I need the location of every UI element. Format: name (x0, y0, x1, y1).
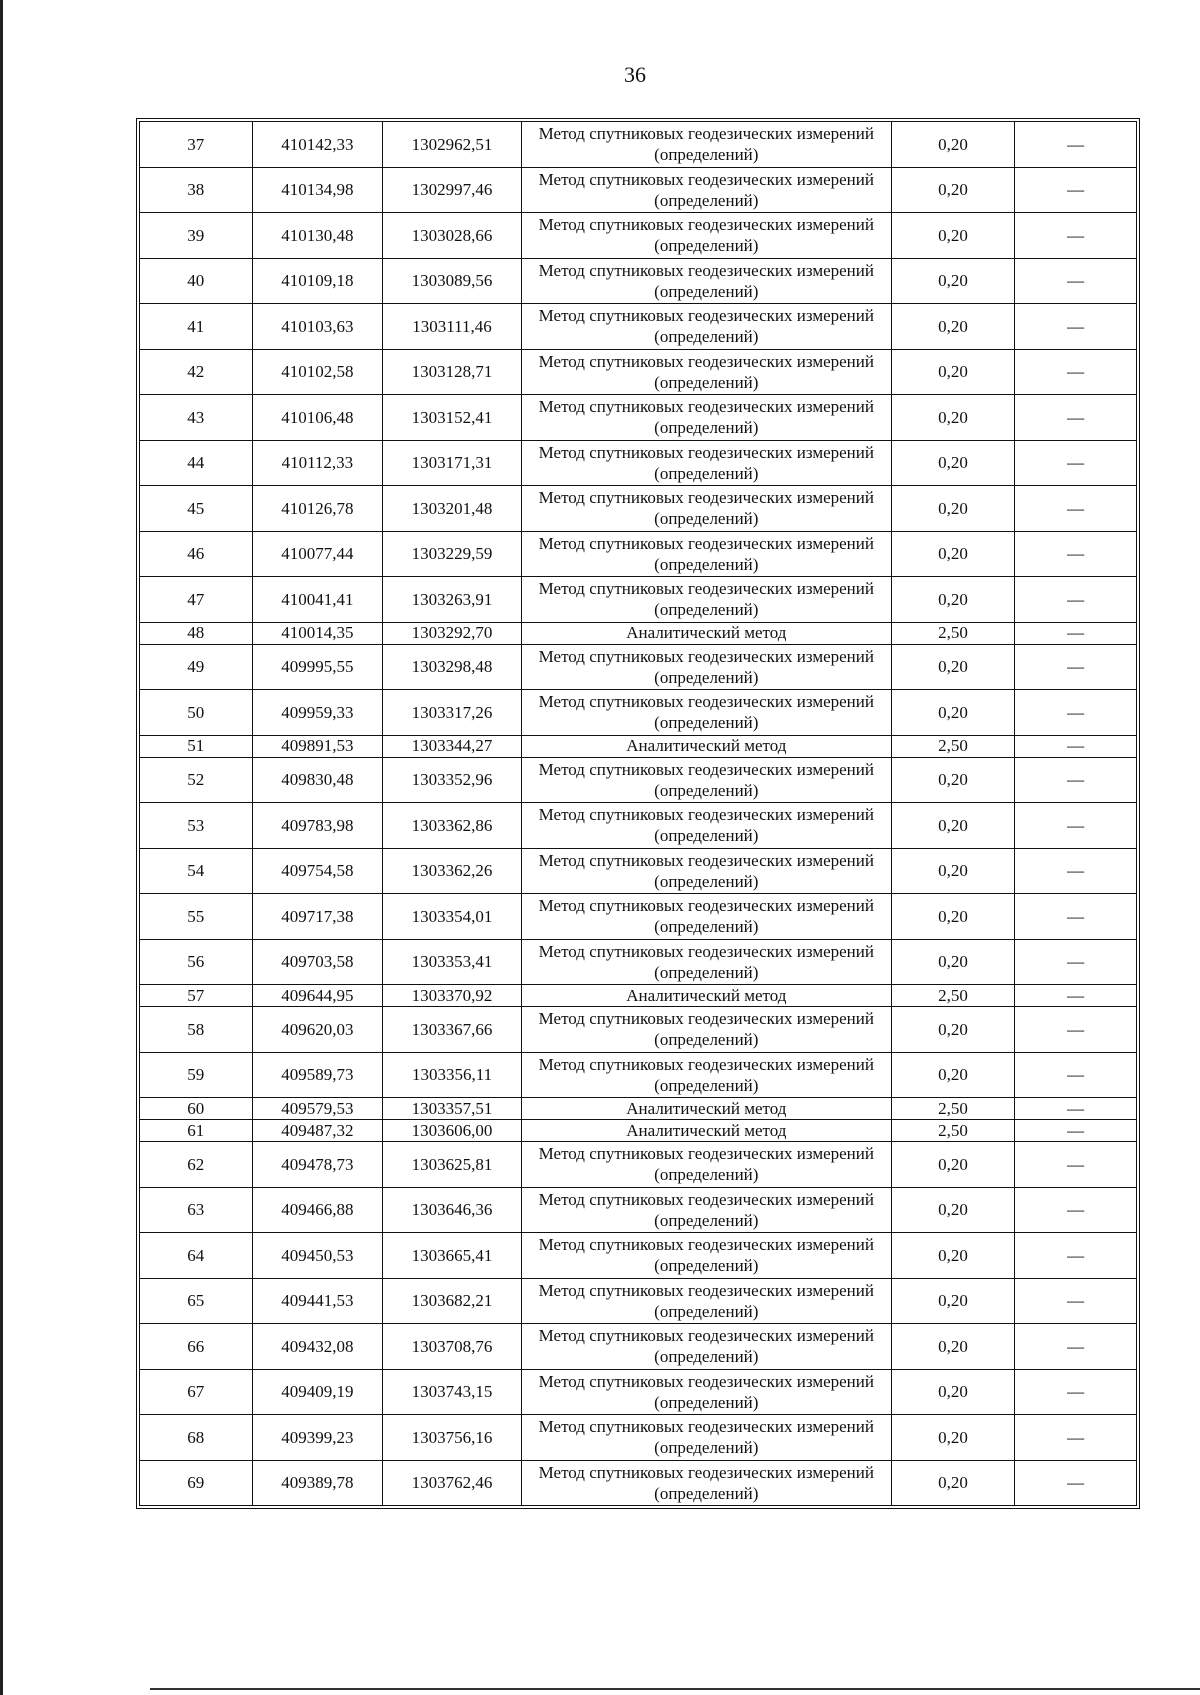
note-cell: — (1015, 486, 1137, 532)
y-coordinate-cell: 1303263,91 (383, 577, 522, 623)
table-row (140, 848, 1137, 894)
note-cell: — (1015, 735, 1137, 757)
x-coordinate-cell: 409620,03 (252, 1007, 383, 1053)
y-coordinate-cell: 1303357,51 (383, 1098, 522, 1120)
point-number-cell: 51 (140, 735, 253, 757)
accuracy-cell: 0,20 (891, 531, 1015, 577)
method-cell: Метод спутниковых геодезических измерений (определений) (521, 167, 891, 213)
note-cell: — (1015, 1278, 1137, 1324)
point-number-cell: 45 (140, 486, 253, 532)
y-coordinate-cell: 1303128,71 (383, 349, 522, 395)
point-number-cell: 55 (140, 894, 253, 940)
point-number-cell: 39 (140, 213, 253, 259)
accuracy-cell: 0,20 (891, 1415, 1015, 1461)
table-row (140, 304, 1137, 350)
accuracy-cell: 2,50 (891, 1120, 1015, 1142)
page-left-edge (0, 0, 3, 1695)
table-row (140, 440, 1137, 486)
accuracy-cell: 0,20 (891, 440, 1015, 486)
note-cell: — (1015, 122, 1137, 168)
note-cell: — (1015, 1460, 1137, 1506)
note-cell: — (1015, 577, 1137, 623)
table-row (140, 122, 1137, 168)
x-coordinate-cell: 409830,48 (252, 757, 383, 803)
x-coordinate-cell: 409409,19 (252, 1369, 383, 1415)
note-cell: — (1015, 304, 1137, 350)
point-number-cell: 50 (140, 690, 253, 736)
accuracy-cell: 2,50 (891, 735, 1015, 757)
point-number-cell: 64 (140, 1233, 253, 1279)
x-coordinate-cell: 409478,73 (252, 1142, 383, 1188)
note-cell: — (1015, 395, 1137, 441)
table-row (140, 1007, 1137, 1053)
y-coordinate-cell: 1303298,48 (383, 644, 522, 690)
x-coordinate-cell: 410126,78 (252, 486, 383, 532)
table-row (140, 735, 1137, 757)
method-cell: Метод спутниковых геодезических измерений (определений) (521, 531, 891, 577)
table-body (140, 122, 1137, 1506)
x-coordinate-cell: 409579,53 (252, 1098, 383, 1120)
method-cell: Метод спутниковых геодезических измерений (определений) (521, 395, 891, 441)
point-number-cell: 52 (140, 757, 253, 803)
y-coordinate-cell: 1303362,86 (383, 803, 522, 849)
method-cell: Метод спутниковых геодезических измерений (определений) (521, 1233, 891, 1279)
method-cell: Метод спутниковых геодезических измерений (определений) (521, 122, 891, 168)
note-cell: — (1015, 349, 1137, 395)
method-cell: Метод спутниковых геодезических измерений (определений) (521, 1324, 891, 1370)
point-number-cell: 40 (140, 258, 253, 304)
table-row (140, 644, 1137, 690)
note-cell: — (1015, 1098, 1137, 1120)
accuracy-cell: 0,20 (891, 349, 1015, 395)
y-coordinate-cell: 1303646,36 (383, 1187, 522, 1233)
table-row (140, 939, 1137, 985)
accuracy-cell: 0,20 (891, 167, 1015, 213)
table-row (140, 486, 1137, 532)
note-cell: — (1015, 1052, 1137, 1098)
table-row (140, 1324, 1137, 1370)
accuracy-cell: 0,20 (891, 395, 1015, 441)
accuracy-cell: 0,20 (891, 690, 1015, 736)
table-row (140, 1460, 1137, 1506)
table-row (140, 1369, 1137, 1415)
point-number-cell: 49 (140, 644, 253, 690)
x-coordinate-cell: 409891,53 (252, 735, 383, 757)
point-number-cell: 69 (140, 1460, 253, 1506)
note-cell: — (1015, 531, 1137, 577)
table-row (140, 1120, 1137, 1142)
y-coordinate-cell: 1303028,66 (383, 213, 522, 259)
method-cell: Метод спутниковых геодезических измерений (определений) (521, 644, 891, 690)
method-cell: Метод спутниковых геодезических измерений (определений) (521, 440, 891, 486)
note-cell: — (1015, 939, 1137, 985)
point-number-cell: 48 (140, 622, 253, 644)
accuracy-cell: 0,20 (891, 1460, 1015, 1506)
page-bottom-line (150, 1688, 1200, 1690)
note-cell: — (1015, 258, 1137, 304)
x-coordinate-cell: 410102,58 (252, 349, 383, 395)
table-row (140, 803, 1137, 849)
x-coordinate-cell: 409487,32 (252, 1120, 383, 1142)
x-coordinate-cell: 409441,53 (252, 1278, 383, 1324)
x-coordinate-cell: 410134,98 (252, 167, 383, 213)
method-cell: Метод спутниковых геодезических измерений (определений) (521, 690, 891, 736)
accuracy-cell: 2,50 (891, 622, 1015, 644)
method-cell: Метод спутниковых геодезических измерений (определений) (521, 1415, 891, 1461)
table-row (140, 213, 1137, 259)
y-coordinate-cell: 1303292,70 (383, 622, 522, 644)
method-cell: Метод спутниковых геодезических измерений (определений) (521, 848, 891, 894)
y-coordinate-cell: 1303171,31 (383, 440, 522, 486)
y-coordinate-cell: 1303762,46 (383, 1460, 522, 1506)
y-coordinate-cell: 1303625,81 (383, 1142, 522, 1188)
x-coordinate-cell: 410106,48 (252, 395, 383, 441)
note-cell: — (1015, 1007, 1137, 1053)
note-cell: — (1015, 167, 1137, 213)
y-coordinate-cell: 1303370,92 (383, 985, 522, 1007)
accuracy-cell: 2,50 (891, 985, 1015, 1007)
method-cell: Метод спутниковых геодезических измерений (определений) (521, 486, 891, 532)
table-row (140, 985, 1137, 1007)
x-coordinate-cell: 409995,55 (252, 644, 383, 690)
table-row (140, 349, 1137, 395)
note-cell: — (1015, 1187, 1137, 1233)
note-cell: — (1015, 1415, 1137, 1461)
point-number-cell: 44 (140, 440, 253, 486)
y-coordinate-cell: 1303756,16 (383, 1415, 522, 1461)
x-coordinate-cell: 410014,35 (252, 622, 383, 644)
method-cell: Метод спутниковых геодезических измерений (определений) (521, 213, 891, 259)
table-row (140, 1142, 1137, 1188)
point-number-cell: 56 (140, 939, 253, 985)
point-number-cell: 42 (140, 349, 253, 395)
point-number-cell: 41 (140, 304, 253, 350)
method-cell: Метод спутниковых геодезических измерений (определений) (521, 939, 891, 985)
y-coordinate-cell: 1303743,15 (383, 1369, 522, 1415)
point-number-cell: 68 (140, 1415, 253, 1461)
note-cell: — (1015, 440, 1137, 486)
y-coordinate-cell: 1303152,41 (383, 395, 522, 441)
accuracy-cell: 0,20 (891, 1007, 1015, 1053)
table-row (140, 1278, 1137, 1324)
y-coordinate-cell: 1303229,59 (383, 531, 522, 577)
y-coordinate-cell: 1302997,46 (383, 167, 522, 213)
method-cell: Аналитический метод (521, 1098, 891, 1120)
accuracy-cell: 2,50 (891, 1098, 1015, 1120)
method-cell: Метод спутниковых геодезических измерений (определений) (521, 1142, 891, 1188)
point-number-cell: 61 (140, 1120, 253, 1142)
y-coordinate-cell: 1303317,26 (383, 690, 522, 736)
coordinates-table (139, 121, 1137, 1506)
point-number-cell: 65 (140, 1278, 253, 1324)
accuracy-cell: 0,20 (891, 939, 1015, 985)
accuracy-cell: 0,20 (891, 122, 1015, 168)
table-row (140, 757, 1137, 803)
x-coordinate-cell: 410103,63 (252, 304, 383, 350)
y-coordinate-cell: 1303606,00 (383, 1120, 522, 1142)
note-cell: — (1015, 803, 1137, 849)
table-row (140, 1052, 1137, 1098)
x-coordinate-cell: 409450,53 (252, 1233, 383, 1279)
page-number: 36 (624, 62, 646, 87)
accuracy-cell: 0,20 (891, 848, 1015, 894)
y-coordinate-cell: 1303111,46 (383, 304, 522, 350)
table-row (140, 894, 1137, 940)
point-number-cell: 59 (140, 1052, 253, 1098)
y-coordinate-cell: 1303367,66 (383, 1007, 522, 1053)
accuracy-cell: 0,20 (891, 644, 1015, 690)
note-cell: — (1015, 1324, 1137, 1370)
point-number-cell: 54 (140, 848, 253, 894)
method-cell: Аналитический метод (521, 735, 891, 757)
point-number-cell: 58 (140, 1007, 253, 1053)
x-coordinate-cell: 409389,78 (252, 1460, 383, 1506)
note-cell: — (1015, 757, 1137, 803)
y-coordinate-cell: 1303356,11 (383, 1052, 522, 1098)
point-number-cell: 67 (140, 1369, 253, 1415)
note-cell: — (1015, 644, 1137, 690)
note-cell: — (1015, 213, 1137, 259)
table-row (140, 1415, 1137, 1461)
accuracy-cell: 0,20 (891, 1278, 1015, 1324)
accuracy-cell: 0,20 (891, 1369, 1015, 1415)
x-coordinate-cell: 410109,18 (252, 258, 383, 304)
accuracy-cell: 0,20 (891, 1187, 1015, 1233)
x-coordinate-cell: 410112,33 (252, 440, 383, 486)
y-coordinate-cell: 1303362,26 (383, 848, 522, 894)
table-row (140, 622, 1137, 644)
x-coordinate-cell: 409399,23 (252, 1415, 383, 1461)
x-coordinate-cell: 410130,48 (252, 213, 383, 259)
table-row (140, 395, 1137, 441)
accuracy-cell: 0,20 (891, 757, 1015, 803)
method-cell: Метод спутниковых геодезических измерений (определений) (521, 258, 891, 304)
x-coordinate-cell: 409783,98 (252, 803, 383, 849)
x-coordinate-cell: 410077,44 (252, 531, 383, 577)
y-coordinate-cell: 1303708,76 (383, 1324, 522, 1370)
method-cell: Метод спутниковых геодезических измерений (определений) (521, 1007, 891, 1053)
note-cell: — (1015, 1369, 1137, 1415)
point-number-cell: 63 (140, 1187, 253, 1233)
x-coordinate-cell: 409703,58 (252, 939, 383, 985)
note-cell: — (1015, 985, 1137, 1007)
method-cell: Метод спутниковых геодезических измерений (определений) (521, 1278, 891, 1324)
point-number-cell: 43 (140, 395, 253, 441)
point-number-cell: 60 (140, 1098, 253, 1120)
note-cell: — (1015, 1233, 1137, 1279)
y-coordinate-cell: 1303354,01 (383, 894, 522, 940)
point-number-cell: 46 (140, 531, 253, 577)
accuracy-cell: 0,20 (891, 1324, 1015, 1370)
method-cell: Аналитический метод (521, 622, 891, 644)
x-coordinate-cell: 410142,33 (252, 122, 383, 168)
y-coordinate-cell: 1303201,48 (383, 486, 522, 532)
x-coordinate-cell: 410041,41 (252, 577, 383, 623)
point-number-cell: 47 (140, 577, 253, 623)
x-coordinate-cell: 409589,73 (252, 1052, 383, 1098)
accuracy-cell: 0,20 (891, 803, 1015, 849)
accuracy-cell: 0,20 (891, 1052, 1015, 1098)
accuracy-cell: 0,20 (891, 304, 1015, 350)
table-row (140, 690, 1137, 736)
table-row (140, 167, 1137, 213)
x-coordinate-cell: 409644,95 (252, 985, 383, 1007)
table-row (140, 577, 1137, 623)
x-coordinate-cell: 409432,08 (252, 1324, 383, 1370)
table-row (140, 1187, 1137, 1233)
table-row (140, 1233, 1137, 1279)
note-cell: — (1015, 1142, 1137, 1188)
method-cell: Метод спутниковых геодезических измерений (определений) (521, 894, 891, 940)
note-cell: — (1015, 622, 1137, 644)
method-cell: Метод спутниковых геодезических измерений (определений) (521, 577, 891, 623)
y-coordinate-cell: 1303682,21 (383, 1278, 522, 1324)
y-coordinate-cell: 1302962,51 (383, 122, 522, 168)
accuracy-cell: 0,20 (891, 213, 1015, 259)
x-coordinate-cell: 409959,33 (252, 690, 383, 736)
y-coordinate-cell: 1303344,27 (383, 735, 522, 757)
method-cell: Метод спутниковых геодезических измерений (определений) (521, 1052, 891, 1098)
method-cell: Метод спутниковых геодезических измерений (определений) (521, 1187, 891, 1233)
point-number-cell: 62 (140, 1142, 253, 1188)
point-number-cell: 38 (140, 167, 253, 213)
y-coordinate-cell: 1303352,96 (383, 757, 522, 803)
method-cell: Метод спутниковых геодезических измерений (определений) (521, 349, 891, 395)
method-cell: Метод спутниковых геодезических измерений (определений) (521, 1369, 891, 1415)
y-coordinate-cell: 1303665,41 (383, 1233, 522, 1279)
y-coordinate-cell: 1303089,56 (383, 258, 522, 304)
method-cell: Метод спутниковых геодезических измерений (определений) (521, 304, 891, 350)
accuracy-cell: 0,20 (891, 894, 1015, 940)
x-coordinate-cell: 409717,38 (252, 894, 383, 940)
accuracy-cell: 0,20 (891, 1233, 1015, 1279)
note-cell: — (1015, 690, 1137, 736)
x-coordinate-cell: 409466,88 (252, 1187, 383, 1233)
note-cell: — (1015, 1120, 1137, 1142)
point-number-cell: 66 (140, 1324, 253, 1370)
coordinates-table-frame (136, 118, 1140, 1509)
point-number-cell: 37 (140, 122, 253, 168)
accuracy-cell: 0,20 (891, 258, 1015, 304)
table-row (140, 1098, 1137, 1120)
point-number-cell: 53 (140, 803, 253, 849)
accuracy-cell: 0,20 (891, 1142, 1015, 1188)
point-number-cell: 57 (140, 985, 253, 1007)
x-coordinate-cell: 409754,58 (252, 848, 383, 894)
table-row (140, 531, 1137, 577)
method-cell: Метод спутниковых геодезических измерений (определений) (521, 757, 891, 803)
accuracy-cell: 0,20 (891, 577, 1015, 623)
method-cell: Метод спутниковых геодезических измерений (определений) (521, 1460, 891, 1506)
method-cell: Аналитический метод (521, 1120, 891, 1142)
y-coordinate-cell: 1303353,41 (383, 939, 522, 985)
accuracy-cell: 0,20 (891, 486, 1015, 532)
note-cell: — (1015, 848, 1137, 894)
method-cell: Аналитический метод (521, 985, 891, 1007)
method-cell: Метод спутниковых геодезических измерений (определений) (521, 803, 891, 849)
table-row (140, 258, 1137, 304)
note-cell: — (1015, 894, 1137, 940)
